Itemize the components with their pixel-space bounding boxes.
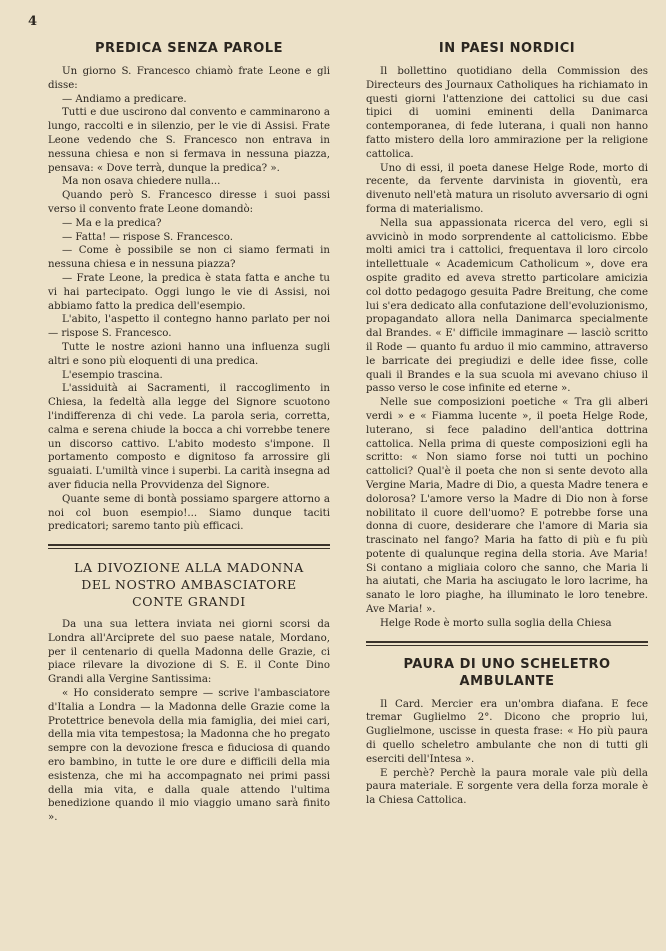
paragraph: Il Card. Mercier era un'ombra diafana. E fece tremar Guglielmo 2°. Dicono che proprio lui, Guglielmone, uscisse in questa frase: « Ho più paura di quello scheletro ambulante che non di tutti gli eserciti dell'Intesa ». [366, 698, 648, 765]
article-title-paesi-nordici: IN PAESI NORDICI [438, 41, 576, 56]
paragraph: Helge Rode è morto sulla soglia della Chiesa [380, 617, 612, 629]
paragraph: L'abito, l'aspetto il contegno hanno parlato per noi — rispose S. Francesco. [48, 314, 330, 340]
title-line: CONTE GRANDI [132, 594, 246, 610]
paragraph: Tutti e due uscirono dal convento e camminarono a lungo, raccolti e in silenzio, per le vie di Assisi. Frate Leone vedendo che S. Francesco non entrava in nessuna chiesa e non si fermava in nessuna piazza, pensava: « Dove terrà, dunque la predica? ». [48, 107, 330, 174]
paragraph: Nelle sue composizioni poetiche « Tra gli alberi verdi » e « Fiamma lucente », il poeta Helge Rode, luterano, si fece paladino dell'antica dottrina cattolica. Nella prima di queste composizioni egli ha scritto: « Non siamo forse noi tutti un pochino cattolici? Qual'è il poeta che non si sente devoto alla Vergine Maria, Madre di Dio, a questa Madre tenera e dolorosa? L'amore verso la Madre di Dio non à forse nobilitato il cuore dell'uomo? E potrebbe forse una donna di cuore, desiderare che l'amore di Maria sia trascinato nel fango? Maria ha fatto di più e fu più potente di qualunque regina della storia. Ave Maria! Si contano a migliaia coloro che sanno, che Maria li ha aiutati, che Maria ha asciugato le loro lacrime, ha sanato le loro piaghe, ha illuminato le loro tenebre. Ave Maria! ». [366, 397, 648, 616]
section-divider [366, 641, 648, 646]
paragraph: L'assiduità ai Sacramenti, il raccoglimento in Chiesa, la fedeltà alla legge del Signore scuotono l'indifferenza di chi vede. La parola seria, corretta, calma e serena chiude la bocca a chi vorrebbe tenere un discorso cattivo. L'abito modesto s'impone. Il portamento composto e dignitoso fa arrossire gli sguaiati. L'umiltà vince i superbi. La carità insegna ad aver fiducia nella Provvidenza del Signore. [48, 383, 330, 491]
section-divider [48, 544, 330, 549]
paragraph: Quando però S. Francesco diresse i suoi passi verso il convento frate Leone domandò: [48, 190, 330, 215]
title-line: PAURA DI UNO SCHELETRO [403, 656, 611, 672]
paragraph: E perchè? Perchè la paura morale vale più della paura materiale. E sorgente vera della forza morale è la Chiesa Cattolica. [366, 767, 648, 807]
title-line: AMBULANTE [459, 673, 555, 689]
paragraph: Nella sua appassionata ricerca del vero, egli si avvicinò in modo sorprendente al cattolicismo. Ebbe molti amici tra i cattolici, frequentava il loro circolo intellettuale « Academicum Catholicum », dove era ospite gradito ed aveva stretto particolare amicizia col dotto pedagogo gesuita Padre Breitung, che come lui s'era dedicato alla confutazione dell'evoluzionismo, propagandato allora nella Danimarca specialmente dal Brandes. « E' difficile immaginare — lasciò scritto il Rode — quanto fu arduo il mio cammino, attraverso le barricate dei pregiudizi e delle idee fisse, colle quali il Brandes e la sua scuola mi avevano chiuso il passo verso le cose infinite ed eterne ». [366, 217, 648, 395]
article-body-paura [366, 698, 648, 808]
right-column [366, 40, 648, 808]
title-line: DEL NOSTRO AMBASCIATORE [81, 577, 297, 593]
paragraph: Ma non osava chiedere nulla... [62, 176, 221, 188]
paragraph: L'esempio trascina. [62, 369, 163, 381]
paragraph: Uno di essi, il poeta danese Helge Rode, morto di recente, da fervente darvinista in gioventù, era divenuto nell'età matura un risoluto avversario di ogni forma di materialismo. [366, 162, 648, 215]
paragraph: « Ho considerato sempre — scrive l'ambasciatore d'Italia a Londra — la Madonna delle Grazie come la Protettrice benevola della mia famiglia, dei miei cari, della mia vita tempestosa; la Madonna che ho pregato sempre con la devozione fresca e fiduciosa di quando ero bambino, in tutte le ore dure e difficili della mia esistenza, che mi ha accompagnato nei primi passi della mia vita, e dalla quale attendo l'ultima benedizione quando il mio viaggio umano sarà finito ». [48, 688, 330, 824]
paragraph: Tutte le nostre azioni hanno una influenza sugli altri e sono più eloquenti di una predica. [48, 341, 330, 367]
paragraph: — Come è possibile se non ci siamo fermati in nessuna chiesa e in nessuna piazza? [48, 245, 330, 271]
left-column [48, 40, 330, 825]
article-title-predica: PREDICA SENZA PAROLE [95, 41, 283, 56]
paragraph: — Frate Leone, la predica è stata fatta e anche tu vi hai partecipato. Oggi lungo le vie di Assisi, noi abbiamo fatto la predica dell'esempio. [48, 272, 330, 312]
article-body-paesi-nordici [366, 65, 648, 631]
paragraph: — Andiamo a predicare. [62, 93, 187, 105]
paragraph: Quante seme di bontà possiamo spargere attorno a noi col buon esempio!... Siamo dunque taciti predicatori; saremo tanto più efficaci. [48, 493, 330, 533]
article-title-divozione [48, 559, 330, 610]
page-number: 4 [28, 14, 38, 29]
paragraph: Il bollettino quotidiano della Commission des Directeurs des Journaux Catholiques ha richiamato in questi giorni l'attenzione dei cattolici su due casi tipici di uomini eminenti della Danimarca contemporanea, di fede luterana, i quali non hanno fatto mistero della loro ammirazione per la religione cattolica. [366, 66, 648, 160]
article-body-divozione [48, 618, 330, 825]
paragraph: Da una sua lettera inviata nei giorni scorsi da Londra all'Arciprete del suo paese natale, Mordano, per il centenario di quella Madonna delle Grazie, ci piace rilevare la divozione di S. E. il Conte Dino Grandi alla Vergine Santissima: [48, 619, 330, 686]
article-body-predica [48, 65, 330, 534]
paragraph: — Fatta! — rispose S. Francesco. [62, 231, 233, 243]
title-line: LA DIVOZIONE ALLA MADONNA [74, 560, 304, 576]
paragraph: — Ma e la predica? [62, 217, 162, 229]
paragraph: Un giorno S. Francesco chiamò frate Leone e gli disse: [48, 66, 330, 91]
article-title-paura [366, 656, 648, 690]
